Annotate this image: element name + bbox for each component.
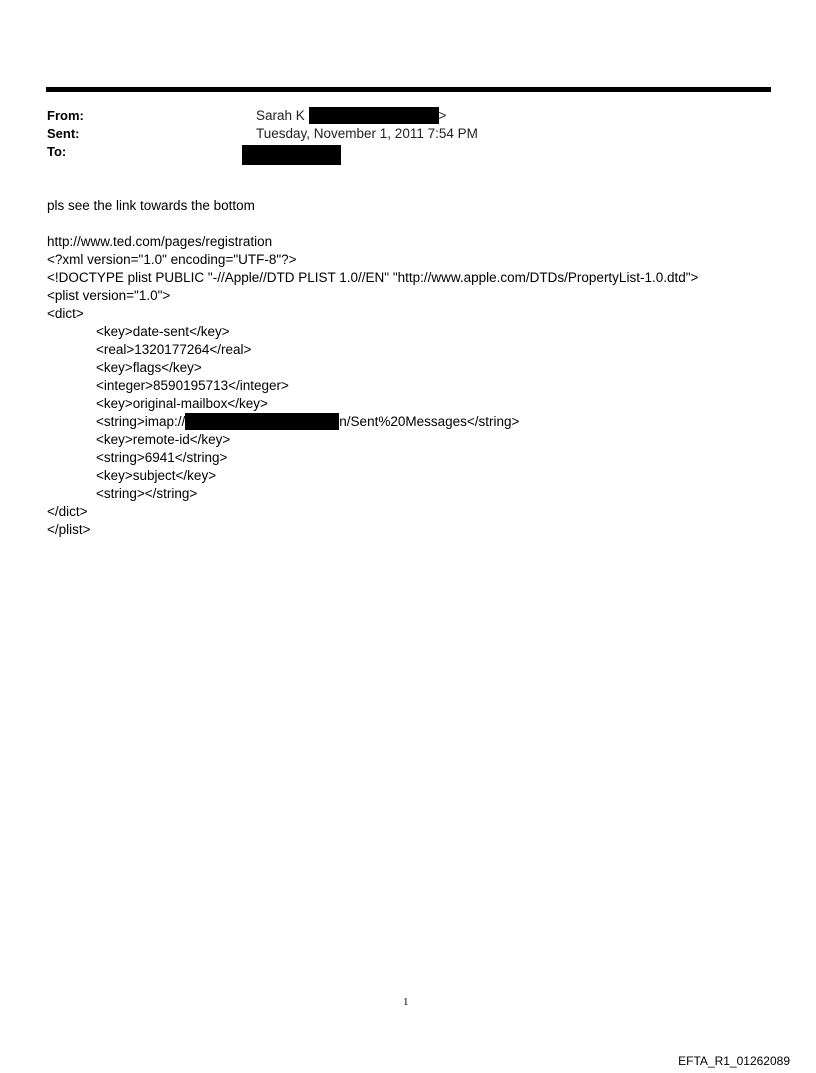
string-subject: <string></string>: [96, 486, 198, 501]
redaction-block: [242, 145, 341, 165]
from-label: From:: [47, 108, 84, 123]
key-original-mailbox: <key>original-mailbox</key>: [96, 396, 268, 411]
sent-label: Sent:: [47, 126, 80, 141]
key-remote-id: <key>remote-id</key>: [96, 432, 231, 447]
plist-open: <plist version="1.0">: [47, 288, 171, 303]
string-mailbox-line: [96, 413, 519, 431]
page-number: 1: [403, 996, 409, 1008]
from-value: [256, 107, 446, 125]
string-imap-suffix: n/Sent%20Messages</string>: [339, 414, 520, 429]
key-subject: <key>subject</key>: [96, 468, 217, 483]
to-label: To:: [47, 144, 67, 159]
document-id: EFTA_R1_01262089: [678, 1054, 790, 1068]
intro-text: pls see the link towards the bottom: [47, 198, 255, 213]
dict-close: </dict>: [47, 504, 88, 519]
string-imap-prefix: <string>imap://: [96, 414, 186, 429]
doctype-line: <!DOCTYPE plist PUBLIC "-//Apple//DTD PLIST 1.0//EN" "http://www.apple.com/DTDs/PropertyList-1.0.dtd">: [47, 270, 699, 285]
sent-value: Tuesday, November 1, 2011 7:54 PM: [256, 126, 478, 141]
integer-value: <integer>8590195713</integer>: [96, 378, 289, 393]
string-remote-id: <string>6941</string>: [96, 450, 228, 465]
redaction-block: [309, 107, 439, 124]
registration-link[interactable]: http://www.ted.com/pages/registration: [47, 234, 273, 249]
dict-open: <dict>: [47, 306, 84, 321]
redaction-block: [185, 413, 339, 430]
key-flags: <key>flags</key>: [96, 360, 202, 375]
header-rule: [46, 87, 771, 92]
real-value: <real>1320177264</real>: [96, 342, 252, 357]
from-suffix: >: [438, 108, 447, 123]
xml-declaration: <?xml version="1.0" encoding="UTF-8"?>: [47, 252, 297, 267]
from-name: Sarah K: [256, 108, 305, 123]
key-date-sent: <key>date-sent</key>: [96, 324, 230, 339]
plist-close: </plist>: [47, 522, 91, 537]
